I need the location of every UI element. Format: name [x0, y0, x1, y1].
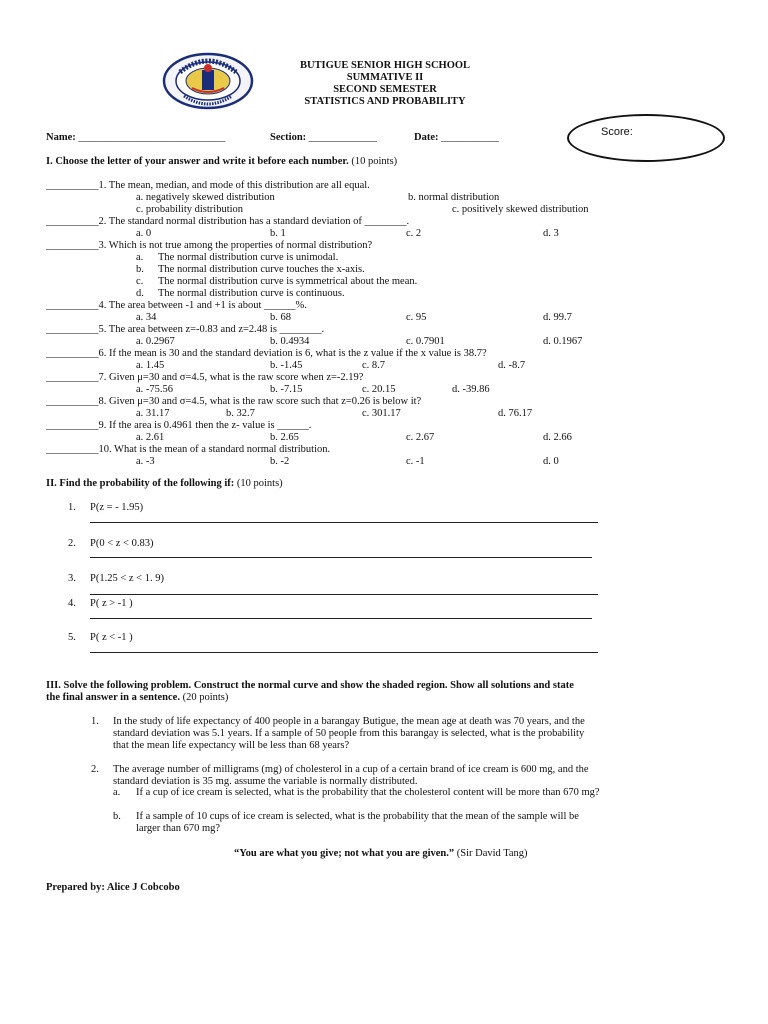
date-label: Date:	[414, 132, 439, 143]
q1-option-d: c. positively skewed distribution	[452, 204, 589, 215]
p3-problem-1-num: 1.	[91, 716, 99, 727]
p3-problem-2b-line2: larger than 670 mg?	[136, 823, 221, 834]
p3-problem-2-line1: The average number of milligrams (mg) of cholesterol in a cup of a certain brand of ice cream is 600 mg, and the	[113, 764, 589, 775]
q9-option-d: d. 2.66	[543, 432, 572, 443]
p2-item-5: P( z < -1 )	[90, 632, 133, 643]
q10-option-c: c. -1	[406, 456, 425, 467]
p3-problem-2b-line1: If a sample of 10 cups of ice cream is selected, what is the probability that the mean of the sample will be	[136, 811, 579, 822]
p3-problem-1-line1: In the study of life expectancy of 400 people in a barangay Butigue, the mean age at death was 70 years, and the	[113, 716, 585, 727]
q5-option-a: a. 0.2967	[136, 336, 175, 347]
q3-option-c: The normal distribution curve is symmetrical about the mean.	[158, 276, 418, 287]
semester-title: SECOND SEMESTER	[333, 84, 437, 95]
part2-instruction	[46, 478, 283, 490]
subject-title: STATISTICS AND PROBABILITY	[304, 96, 466, 107]
q2-option-c: c. 2	[406, 228, 422, 239]
q8-option-d: d. 76.17	[498, 408, 533, 419]
date-row	[414, 132, 499, 144]
p2-item-5-answer-line[interactable]	[90, 652, 598, 653]
q2-option-a: a. 0	[136, 228, 152, 239]
p2-item-1-answer-line[interactable]	[90, 522, 598, 523]
q5-option-d: d. 0.1967	[543, 336, 583, 347]
q7-option-d: d. -39.86	[452, 384, 490, 395]
q7-option-c: c. 20.15	[362, 384, 396, 395]
q8-stem: __________8. Given μ=30 and σ=4.5, what is the raw score such that z=0.26 is below it?	[46, 396, 422, 407]
q3-option-d-letter: d.	[136, 288, 144, 299]
q5-option-b: b. 0.4934	[270, 336, 310, 347]
q9-stem: __________9. If the area is 0.4961 then the z- value is ______.	[46, 420, 312, 431]
section-row	[270, 132, 377, 144]
p2-item-3-answer-line[interactable]	[90, 594, 598, 595]
q3-stem: __________3. Which is not true among the properties of normal distribution?	[46, 240, 373, 251]
p3-problem-2a: If a cup of ice cream is selected, what is the probability that the cholesterol content will be more than 670 mg?	[136, 787, 600, 798]
p2-item-1: P(z = - 1.95)	[90, 502, 144, 513]
p2-item-3: P(1.25 < z < 1. 9)	[90, 573, 164, 584]
q8-option-a: a. 31.17	[136, 408, 170, 419]
part1-points: (10 points)	[351, 156, 398, 167]
q2-stem: __________2. The standard normal distribution has a standard deviation of ________.	[46, 216, 410, 227]
q10-option-b: b. -2	[270, 456, 290, 467]
q5-option-c: c. 0.7901	[406, 336, 445, 347]
q1-option-c: c. probability distribution	[136, 204, 244, 215]
part1-instruction	[46, 156, 397, 168]
section-field[interactable]: _____________	[308, 132, 378, 143]
p2-item-2-num: 2.	[68, 538, 76, 549]
part1-instruction-text: I. Choose the letter of your answer and write it before each number.	[46, 156, 349, 167]
q6-stem: __________6. If the mean is 30 and the standard deviation is 6, what is the z value if the x value is 38.7?	[46, 348, 487, 359]
quote	[234, 848, 528, 860]
q10-stem: __________10. What is the mean of a standard normal distribution.	[46, 444, 331, 455]
q1-option-a: a. negatively skewed distribution	[136, 192, 275, 203]
score-box	[567, 114, 725, 162]
part2-points: (10 points)	[236, 478, 283, 489]
p3-problem-2-line2: standard deviation is 35 mg. assume the variable is normally distributed.	[113, 776, 418, 787]
q3-option-b-letter: b.	[136, 264, 144, 275]
q6-option-c: c. 8.7	[362, 360, 386, 371]
q9-option-a: a. 2.61	[136, 432, 165, 443]
p3-problem-1-line2: standard deviation was 5.1 years. If a sample of 50 people from this barangay is selected, what is the probability	[113, 728, 585, 739]
q10-option-a: a. -3	[136, 456, 155, 467]
q2-option-d: d. 3	[543, 228, 559, 239]
part3-instruction-line2	[46, 692, 228, 704]
q3-option-d: The normal distribution curve is continuous.	[158, 288, 345, 299]
p2-item-4-num: 4.	[68, 598, 76, 609]
p2-item-2-answer-line[interactable]	[90, 557, 592, 558]
p2-item-3-num: 3.	[68, 573, 76, 584]
part3-instruction-line2-text: the final answer in a sentence.	[46, 692, 180, 703]
q1-option-b: b. normal distribution	[408, 192, 500, 203]
q4-option-b: b. 68	[270, 312, 291, 323]
q3-option-a-letter: a.	[136, 252, 144, 263]
part3-points: (20 points)	[182, 692, 229, 703]
p2-item-1-num: 1.	[68, 502, 76, 513]
date-field[interactable]: ___________	[441, 132, 499, 143]
p3-problem-2a-letter: a.	[113, 787, 121, 798]
score-label: Score:	[601, 126, 633, 138]
p3-problem-2b-letter: b.	[113, 811, 121, 822]
q3-option-b: The normal distribution curve touches the x-axis.	[158, 264, 365, 275]
section-label: Section:	[270, 132, 307, 143]
name-field[interactable]: ____________________________	[78, 132, 226, 143]
q4-option-d: d. 99.7	[543, 312, 572, 323]
p2-item-4: P( z > -1 )	[90, 598, 133, 609]
q6-option-b: b. -1.45	[270, 360, 303, 371]
q8-option-b: b. 32.7	[226, 408, 255, 419]
q10-option-d: d. 0	[543, 456, 559, 467]
p3-problem-2-num: 2.	[91, 764, 99, 775]
q7-option-b: b. -7.15	[270, 384, 303, 395]
q4-option-a: a. 34	[136, 312, 157, 323]
q5-stem: __________5. The area between z=-0.83 and z=2.48 is ________.	[46, 324, 325, 335]
q3-option-c-letter: c.	[136, 276, 144, 287]
q3-option-a: The normal distribution curve is unimodal.	[158, 252, 339, 263]
q8-option-c: c. 301.17	[362, 408, 401, 419]
q6-option-d: d. -8.7	[498, 360, 526, 371]
p2-item-2: P(0 < z < 0.83)	[90, 538, 154, 549]
q4-stem: __________4. The area between -1 and +1 is about ______%.	[46, 300, 307, 311]
q6-option-a: a. 1.45	[136, 360, 165, 371]
school-name: BUTIGUE SENIOR HIGH SCHOOL	[299, 60, 471, 71]
quote-author: (Sir David Tang)	[456, 848, 528, 859]
name-row	[46, 132, 225, 144]
deped-seal-logo	[162, 52, 254, 110]
part3-instruction-line1: III. Solve the following problem. Construct the normal curve and show the shaded region. Show all solutions and state	[46, 680, 574, 691]
q7-stem: __________7. Given μ=30 and σ=4.5, what is the raw score when z=-2.19?	[46, 372, 364, 383]
p2-item-4-answer-line[interactable]	[90, 618, 592, 619]
q4-option-c: c. 95	[406, 312, 427, 323]
p3-problem-1-line3: that the mean life expectancy will be less than 68 years?	[113, 740, 350, 751]
q7-option-a: a. -75.56	[136, 384, 174, 395]
q9-option-c: c. 2.67	[406, 432, 435, 443]
q2-option-b: b. 1	[270, 228, 286, 239]
prepared-by: Prepared by: Alice J Cobcobo	[46, 882, 180, 893]
quote-text: “You are what you give; not what you are given.”	[234, 848, 455, 859]
exam-title: SUMMATIVE II	[346, 72, 424, 83]
part2-instruction-text: II. Find the probability of the following if:	[46, 478, 235, 489]
p2-item-5-num: 5.	[68, 632, 76, 643]
q9-option-b: b. 2.65	[270, 432, 299, 443]
name-label: Name:	[46, 132, 76, 143]
q1-stem: __________1. The mean, median, and mode of this distribution are all equal.	[46, 180, 370, 191]
